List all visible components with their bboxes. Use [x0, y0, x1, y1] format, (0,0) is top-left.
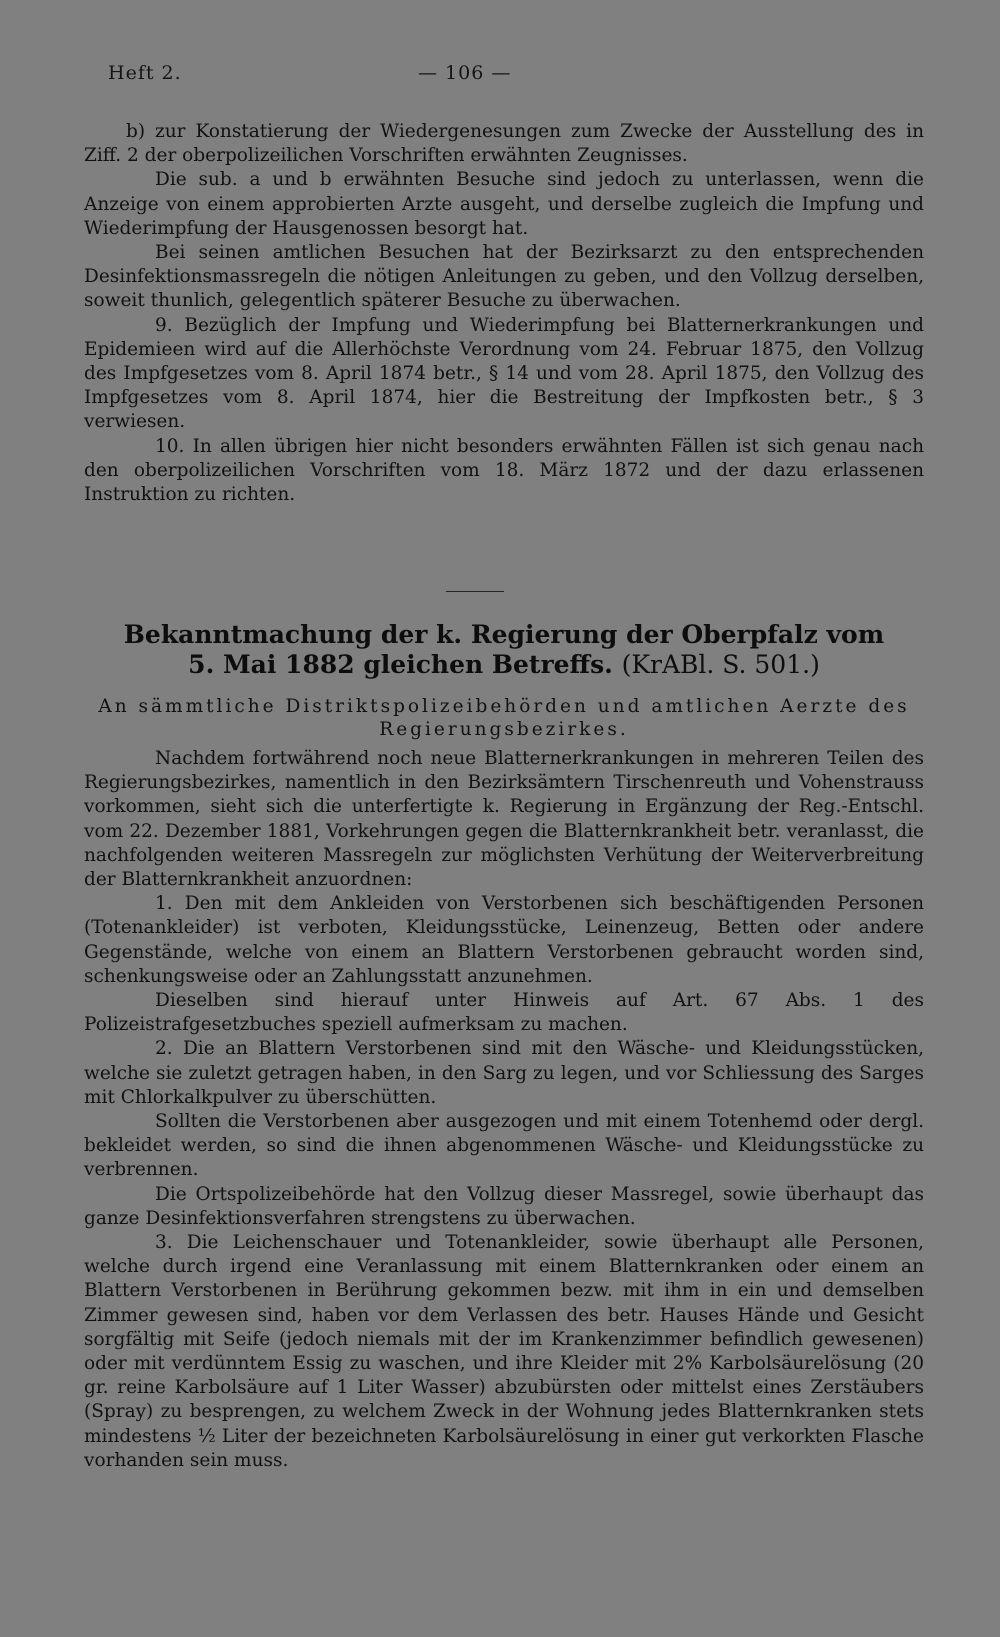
page-header-issue: Heft 2.: [108, 62, 182, 84]
announcement-title-line1: Bekanntmachung der k. Regierung der Oberpfalz vom: [123, 620, 885, 649]
paragraph-exception: Die sub. a und b erwähnten Besuche sind jedoch zu unterlassen, wenn die Anzeige von einem approbierten Arzte ausgeht, und derselbe zugleich die Impfung und Wiederimpfung der Hausgenossen besorgt hat.: [84, 169, 924, 239]
paragraph-rule-2: 2. Die an Blattern Verstorbenen sind mit den Wäsche- und Kleidungsstücken, welche sie zuletzt getragen haben, in den Sarg zu legen, und vor Schliessung des Sarges mit Chlorkalkpulver zu überschütten.: [84, 1038, 924, 1108]
paragraph-intro: Nachdem fortwährend noch neue Blatternerkrankungen in mehreren Teilen des Regierungsbezirkes, namentlich in den Bezirksämtern Tirschenreuth und Vohenstrauss vorkommen, sieht sich die unterfertigte k. Regierung in Ergänzung der Reg.-Entschl. vom 22. Dezember 1881, Vorkehrungen gegen die Blatternkrankheit betr. veranlasst, die nachfolgenden weiteren Massregeln zur möglichsten Verhütung der Weiterverbreitung der Blatternkrankheit anzuordnen:: [84, 748, 924, 891]
paragraph-item-10: 10. In allen übrigen hier nicht besonders erwähnten Fällen ist sich genau nach den oberpolizeilichen Vorschriften vom 18. März 1872 und der dazu erlassenen Instruktion zu richten.: [84, 435, 924, 506]
announcement-title: [84, 620, 924, 680]
paragraph-item-b: b) zur Konstatierung der Wiedergenesungen zum Zwecke der Ausstellung des in Ziff. 2 der oberpolizeilichen Vorschriften erwähnten Zeugnisses.: [84, 121, 924, 167]
paragraph-item-9: 9. Bezüglich der Impfung und Wiederimpfung bei Blatternerkrankungen und Epidemieen wird auf die Allerhöchste Verordnung vom 24. Februar 1875, den Vollzug des Impfgesetzes vom 8. April 1874 betr., § 14 und vom 28. April 1875, den Vollzug des Impfgesetzes vom 8. April 1874, hier die Bestreitung der Impfkosten betr., § 3 verwiesen.: [84, 314, 924, 433]
paragraph-rule-2-supervision: Die Ortspolizeibehörde hat den Vollzug dieser Massregel, sowie überhaupt das ganze Desinfektionsverfahren strengstens zu überwachen.: [84, 1183, 924, 1229]
top-text-block: [84, 120, 924, 507]
paragraph-bezirksarzt: Bei seinen amtlichen Besuchen hat der Bezirksarzt zu den entsprechenden Desinfektionsmassregeln die nötigen Anleitungen zu geben, und den Vollzug derselben, soweit thunlich, gelegentlich späterer Besuche zu überwachen.: [84, 242, 924, 312]
paragraph-rule-1-note: Dieselben sind hierauf unter Hinweis auf Art. 67 Abs. 1 des Polizeistrafgesetzbuches speziell aufmerksam zu machen.: [84, 990, 924, 1036]
announcement-reference: (KrABl. S. 501.): [621, 650, 820, 679]
announcement-title-line2-wrap: [84, 650, 924, 680]
paragraph-rule-1: 1. Den mit dem Ankleiden von Verstorbenen sich beschäftigenden Personen (Totenankleider) ist verboten, Kleidungsstücke, Leinenzeug, Betten oder andere Gegenstände, welche von einem an Blattern Verstorbenen gebraucht worden sind, schenkungsweise oder an Zahlungsstatt anzunehmen.: [84, 893, 924, 987]
paragraph-rule-3: 3. Die Leichenschauer und Totenankleider, sowie überhaupt alle Personen, welche durch irgend eine Veranlassung mit einem Blatternkranken oder einem an Blattern Verstorbenen in Berührung gekommen bezw. mit ihm in ein und demselben Zimmer gewesen sind, haben vor dem Verlassen des betr. Hauses Hände und Gesicht sorgfältig mit Seife (jedoch niemals mit der im Krankenzimmer befindlich gewesenen) oder mit verdünntem Essig zu waschen, und ihre Kleider mit 2% Karbolsäurelösung (20 gr. reine Karbolsäure auf 1 Liter Wasser) abzubürsten oder mittelst eines Zerstäubers (Spray) zu besprengen, zu welchem Zweck in der Wohnung jedes Blatternkranken stets mindestens ½ Liter der bezeichneten Karbolsäurelösung in einer gut verkorkten Flasche vorhanden sein muss.: [84, 1232, 924, 1471]
bottom-text-block: [84, 747, 924, 1473]
paragraph-rule-2-clothing: Sollten die Verstorbenen aber ausgezogen und mit einem Totenhemd oder dergl. bekleidet werden, so sind die ihnen abgenommenen Wäsche- und Kleidungsstücke zu verbrennen.: [84, 1111, 924, 1181]
announcement-address: An sämmtliche Distriktspolizeibehörden und amtlichen Aerzte des Regierungsbezirkes.: [98, 696, 910, 740]
announcement-title-line2: 5. Mai 1882 gleichen Betreffs.: [188, 650, 613, 679]
page-number: — 106 —: [418, 62, 512, 84]
section-divider: [446, 591, 504, 592]
